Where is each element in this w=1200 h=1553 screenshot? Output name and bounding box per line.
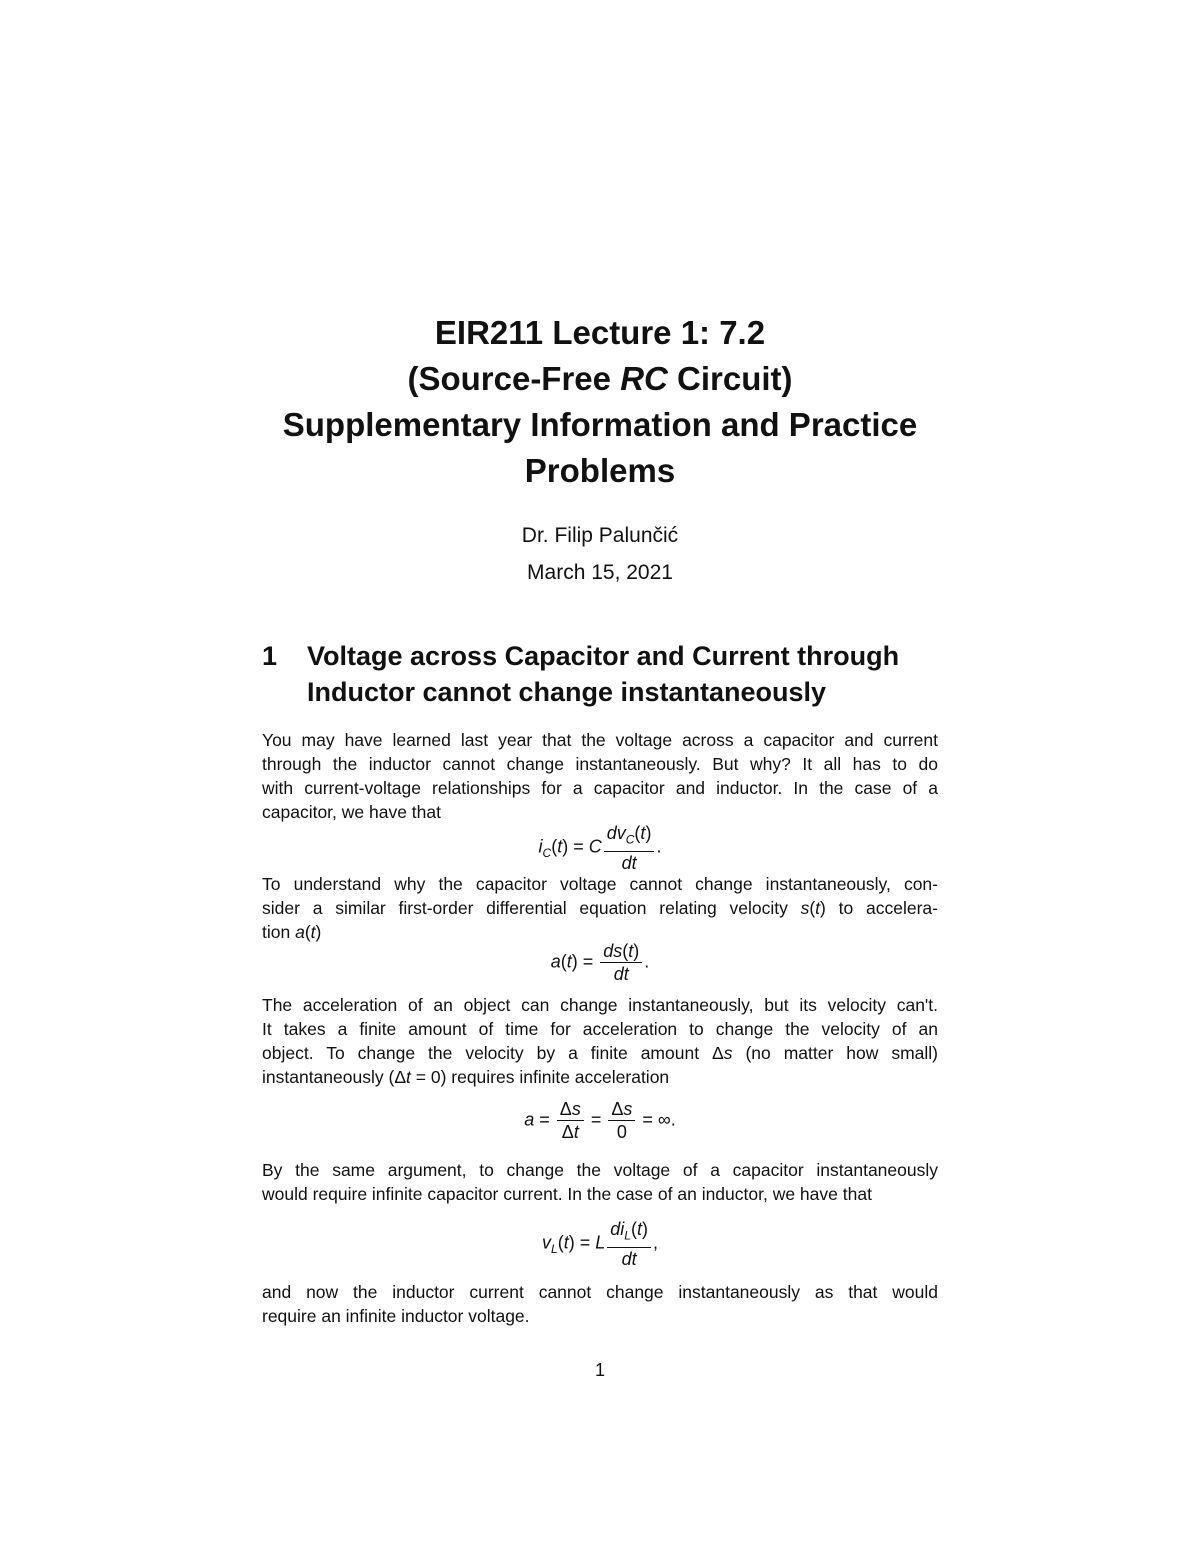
title-line-4: Problems (524, 452, 676, 489)
paragraph-2: To understand why the capacitor voltage cannot change instantaneously, con- sider a similar first-order differential equation relating velocity s(t) to accelera- tion a(t) (262, 874, 938, 942)
section-title-line-2: Inductor cannot change instantaneously (307, 677, 827, 707)
section-title-line-1: Voltage across Capacitor and Current through (307, 641, 900, 671)
section-heading (262, 638, 952, 710)
date: March 15, 2021 (527, 561, 673, 584)
section-number: 1 (262, 641, 278, 671)
equation-capacitor: $i_C(t) = C$ $\frac{dv_C(t)}{dt}$ . (538, 823, 662, 873)
paragraph-4: By the same argument, to change the voltage of a capacitor instantaneously would require infinite capacitor current. In the case of an inductor, we have that (262, 1160, 938, 1204)
title-line-2: (Source-Free RC Circuit) (407, 360, 793, 397)
equation-inductor: $v_L(t) = L$ $\frac{di_L(t)}{dt}$ , (542, 1219, 658, 1269)
title-line-1: EIR211 Lecture 1: 7.2 (434, 314, 766, 351)
paragraph-5: and now the inductor current cannot change instantaneously as that would require an infinite inductor voltage. (262, 1282, 938, 1326)
paragraph-1: You may have learned last year that the voltage across a capacitor and current through the inductor cannot change instantaneously. But why? It all has to do with current-voltage relationships for a capacitor and inductor. In the case of a capacitor, we have that (262, 730, 938, 822)
title-line-3: Supplementary Information and Practice (282, 406, 918, 443)
author: Dr. Filip Palunčić (521, 524, 679, 547)
equation-infinite-acceleration: a = $\frac{\Delta s}{\Delta t}$ = $\frac{\Delta s}{0}$ = ∞. (524, 1099, 676, 1142)
paragraph-3: The acceleration of an object can change instantaneously, but its velocity can't. It takes a finite amount of time for acceleration to change the velocity of an object. To change the velocity by a finite amount Δs (no matter how small) instantaneously (Δt = 0) requires infinite acceleration (262, 995, 938, 1087)
document-title (0, 310, 1200, 494)
page-number: 1 (594, 1360, 605, 1380)
equation-acceleration: a(t) = $\frac{ds(t)}{dt}$ . (550, 941, 650, 984)
